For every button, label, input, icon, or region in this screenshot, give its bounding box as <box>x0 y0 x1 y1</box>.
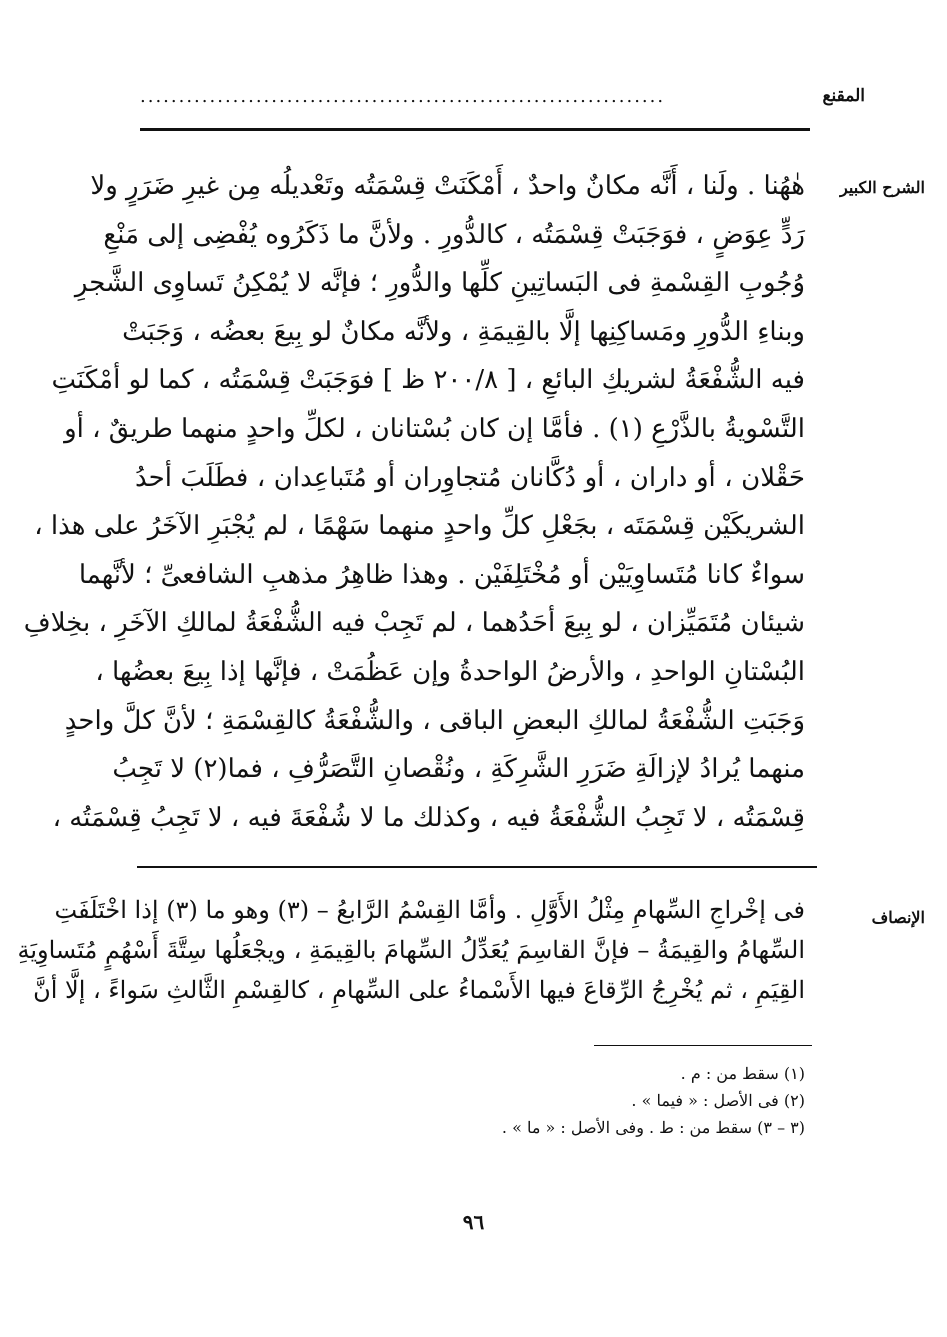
text-line: القِيَمِ ، ثم يُخْرِجُ الرِّقاعَ فيها الأَسْماءُ على السِّهامِ ، كالقِسْمِ الثَّالثِ سَواءً ، إلَّا أنَّ <box>33 976 805 1004</box>
margin-label-sharh: الشرح الكبير <box>840 178 925 197</box>
text-line: هٰهُنا . ولَنا ، أَنَّه مكانٌ واحدٌ ، أَمْكَنَتْ قِسْمَتُه وتَعْديلُه مِن غيرِ ضَرَرٍ ولا <box>90 171 805 201</box>
header-rule <box>140 128 810 131</box>
text-line: وُجُوبِ القِسْمةِ فى البَساتِينِ كلِّها والدُّورِ ؛ فإنَّه لا يُمْكِنُ تَساوِى الشَّجرِ <box>74 268 805 299</box>
margin-label-insaf: الإنصاف <box>871 908 925 927</box>
footnote-rule <box>594 1045 812 1046</box>
footnote: (٣ – ٣) سقط من : ط . وفى الأصل : « ما » . <box>501 1118 805 1137</box>
page-number: ٩٦ <box>462 1210 485 1234</box>
text-line: البُسْتانِ الواحدِ ، والأرضُ الواحدةُ وإن عَظُمَتْ ، فإنَّها إذا بِيعَ بعضُها ، <box>95 656 805 687</box>
section-divider <box>137 866 817 868</box>
footnotes <box>135 1060 805 1141</box>
text-line: السِّهامُ والقِيمَةُ – فإنَّ القاسِمَ يُعَدِّلُ السِّهامَ بالقِيمَةِ ، ويجْعَلُها سِتَّةَ أَسْهُمٍ مُتَساوِيَةِ <box>17 936 805 964</box>
text-line: منهما يُرادُ لإزالَةِ ضَرَرِ الشَّرِكَةِ ، ونُقْصانِ التَّصَرُّفِ ، فما(٢) لا تَجِبُ <box>112 754 805 785</box>
text-line: الشريكَيْن قِسْمَتَه ، بجَعْلِ كلِّ واحدٍ منهما سَهْمًا ، لم يُجْبَرِ الآخَرُ على هذا ، <box>34 511 805 542</box>
sharh-body-text <box>23 162 805 842</box>
text-line: فيه الشُّفْعَةُ لشريكِ البائعِ ، [ ٢٠٠/٨ ظ ] فوَجَبَتْ قِسْمَتُه ، كما لو أمْكَنَتِ <box>51 365 805 396</box>
text-line: وَجَبَتِ الشُّفْعَةُ لمالكِ البعضِ الباقى ، والشُّفْعَةُ كالقِسْمَةِ ؛ لأنَّ كلَّ واحدٍ <box>64 705 805 736</box>
running-header-title: المقنع <box>822 86 865 106</box>
header-dotted-leader: .................................................................... <box>140 86 666 107</box>
text-line: سواءٌ كانا مُتَساوِيَيْن أو مُخْتَلِفَيْن . وهذا ظاهِرُ مذهبِ الشافعىِّ ؛ لأنَّهما <box>78 559 805 590</box>
text-line: وبناءِ الدُّورِ ومَساكِنِها إلَّا بالقِيمَةِ ، ولأنَّه مكانٌ لو بِيعَ بعضُه ، وَجَبَتْ <box>122 316 805 347</box>
text-line: شيئان مُتَمَيِّزان ، لو بِيعَ أحَدُهما ، لم تَجِبْ فيه الشُّفْعَةُ لمالكِ الآخَرِ ، بخِلافِ <box>23 608 805 639</box>
footnote: (٢) فى الأصل : « فيما » . <box>631 1091 805 1110</box>
text-line: قِسْمَتُه ، لا تَجِبُ الشُّفْعَةُ فيه ، وكذلك ما لا شُفْعَةَ فيه ، لا تَجِبُ قِسْمَتُه ، <box>52 802 805 833</box>
insaf-body-text <box>17 890 805 1010</box>
text-line: فى إخْراجِ السِّهامِ مِثْلُ الأَوَّلِ . وأمَّا القِسْمُ الرَّابعُ – (٣) وهو ما (٣) إذا اخْتَلَفَتِ <box>54 896 805 924</box>
text-line: حَقْلان ، أو داران ، أو دُكَّانان مُتجاوِران أو مُتَباعِدان ، فطَلَبَ أحدُ <box>135 462 805 493</box>
text-line: رَدٍّ عِوَضٍ ، فوَجَبَتْ قِسْمَتُه ، كالدُّورِ . ولأنَّ ما ذَكَرُوه يُفْضِى إلى مَنْعِ <box>103 219 805 250</box>
text-line: التَّسْويةُ بالذَّرْعِ (١) . فأمَّا إن كان بُسْتانان ، لكلِّ واحدٍ منهما طريقٌ ، أو <box>64 413 805 444</box>
footnote: (١) سقط من : م . <box>680 1064 805 1083</box>
